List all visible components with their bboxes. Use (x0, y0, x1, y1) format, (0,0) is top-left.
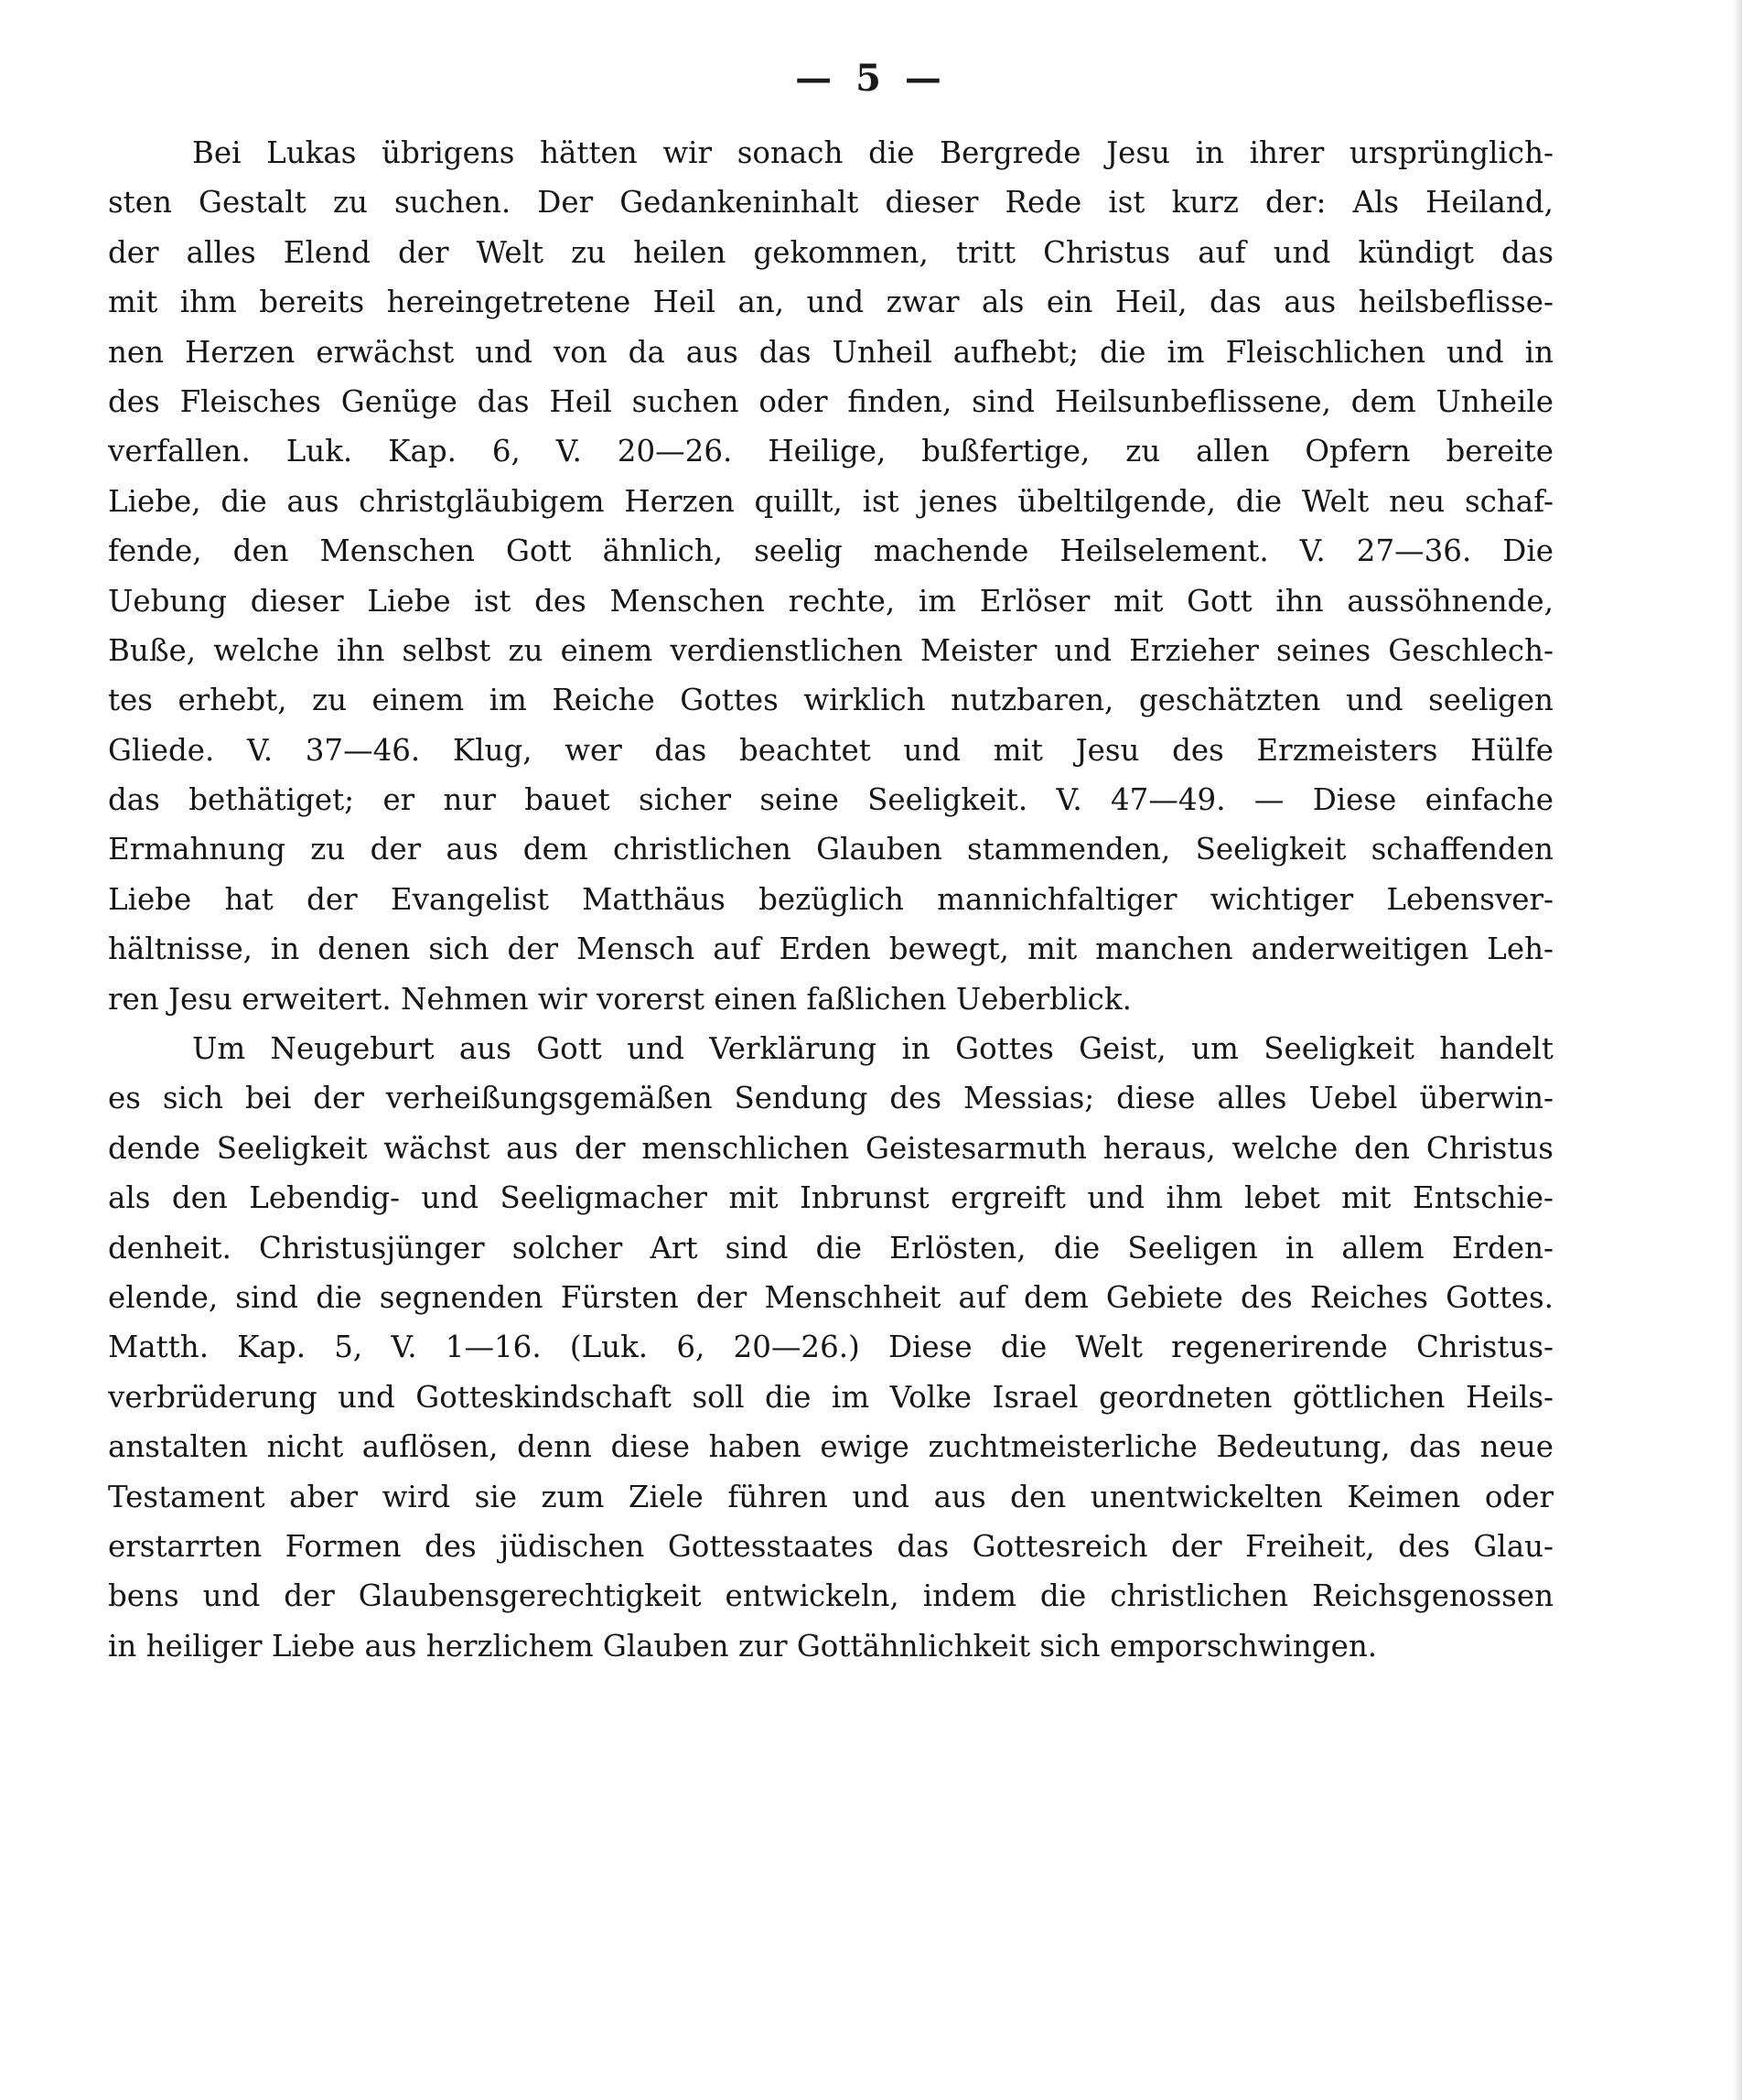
text-line: ren Jesu erweitert. Nehmen wir vorerst einen faßlichen Ueberblick. (108, 981, 1132, 1017)
page-number: — 5 — (795, 57, 947, 100)
text-line: mit ihm bereits hereingetretene Heil an, und zwar als ein Heil, das aus heilsbeflisse- (108, 285, 1554, 320)
text-line: Buße, welche ihn selbst zu einem verdienstlichen Meister und Erzieher seines Geschlech- (108, 632, 1554, 668)
text-line: Matth. Kap. 5, V. 1—16. (Luk. 6, 20—26.) Diese die Welt regenerirende Christus- (108, 1330, 1554, 1365)
text-line: anstalten nicht auflösen, denn diese haben ewige zuchtmeisterliche Bedeutung, das neue (108, 1429, 1554, 1465)
text-line: es sich bei der verheißungsgemäßen Sendung des Messias; diese alles Uebel überwin- (108, 1081, 1554, 1116)
text-line: dende Seeligkeit wächst aus der menschlichen Geistesarmuth heraus, welche den Christus (108, 1130, 1554, 1166)
text-line: des Fleisches Genüge das Heil suchen oder finden, sind Heilsunbeflissene, dem Unheile (108, 383, 1554, 419)
text-line: das bethätiget; er nur bauet sicher seine Seeligkeit. V. 47—49. — Diese einfache (108, 782, 1554, 818)
text-line: Uebung dieser Liebe ist des Menschen rechte, im Erlöser mit Gott ihn aussöhnende, (108, 583, 1554, 619)
text-line: fende, den Menschen Gott ähnlich, seelig machende Heilselement. V. 27—36. Die (108, 533, 1554, 569)
text-line: denheit. Christusjünger solcher Art sind die Erlösten, die Seeligen in allem Erden- (108, 1230, 1554, 1265)
page-edge-shadow (1733, 0, 1742, 2100)
text-line: Liebe hat der Evangelist Matthäus bezüglich mannichfaltiger wichtiger Lebensver- (108, 881, 1554, 917)
text-line: Testament aber wird sie zum Ziele führen und aus den unentwickelten Keimen oder (108, 1479, 1554, 1514)
text-line: erstarrten Formen des jüdischen Gottesstaates das Gottesreich der Freiheit, des Glau- (108, 1528, 1554, 1564)
paragraph-1 (108, 128, 1554, 1024)
text-line: in heiliger Liebe aus herzlichem Glauben zur Gottähnlichkeit sich emporschwingen. (108, 1628, 1378, 1664)
text-line: verbrüderung und Gotteskindschaft soll die im Volke Israel geordneten göttlichen Heils- (108, 1379, 1554, 1415)
text-line: Ermahnung zu der aus dem christlichen Glauben stammenden, Seeligkeit schaffenden (108, 832, 1554, 867)
paragraph-2 (108, 1024, 1554, 1671)
text-line: als den Lebendig- und Seeligmacher mit Inbrunst ergreift und ihm lebet mit Entschie- (108, 1180, 1554, 1216)
text-line: hältnisse, in denen sich der Mensch auf Erden bewegt, mit manchen anderweitigen Leh- (108, 932, 1554, 967)
text-line: Um Neugeburt aus Gott und Verklärung in Gottes Geist, um Seeligkeit handelt (192, 1031, 1554, 1067)
text-line: Liebe, die aus christgläubigem Herzen quillt, ist jenes übeltilgende, die Welt neu schaf- (108, 483, 1554, 519)
text-line: nen Herzen erwächst und von da aus das Unheil aufhebt; die im Fleischlichen und in (108, 334, 1554, 370)
text-line: Gliede. V. 37—46. Klug, wer das beachtet und mit Jesu des Erzmeisters Hülfe (108, 732, 1554, 768)
body-text (108, 128, 1554, 1671)
text-line: Bei Lukas übrigens hätten wir sonach die Bergrede Jesu in ihrer ursprünglich- (192, 135, 1554, 170)
text-line: elende, sind die segnenden Fürsten der Menschheit auf dem Gebiete des Reiches Gottes. (108, 1279, 1554, 1315)
text-line: der alles Elend der Welt zu heilen gekommen, tritt Christus auf und kündigt das (108, 234, 1554, 270)
text-line: verfallen. Luk. Kap. 6, V. 20—26. Heilige, bußfertige, zu allen Opfern bereite (108, 434, 1554, 469)
text-line: sten Gestalt zu suchen. Der Gedankeninhalt dieser Rede ist kurz der: Als Heiland, (108, 185, 1554, 221)
text-line: bens und der Glaubensgerechtigkeit entwickeln, indem die christlichen Reichsgenossen (108, 1578, 1554, 1614)
text-line: tes erhebt, zu einem im Reiche Gottes wirklich nutzbaren, geschätzten und seeligen (108, 683, 1554, 718)
